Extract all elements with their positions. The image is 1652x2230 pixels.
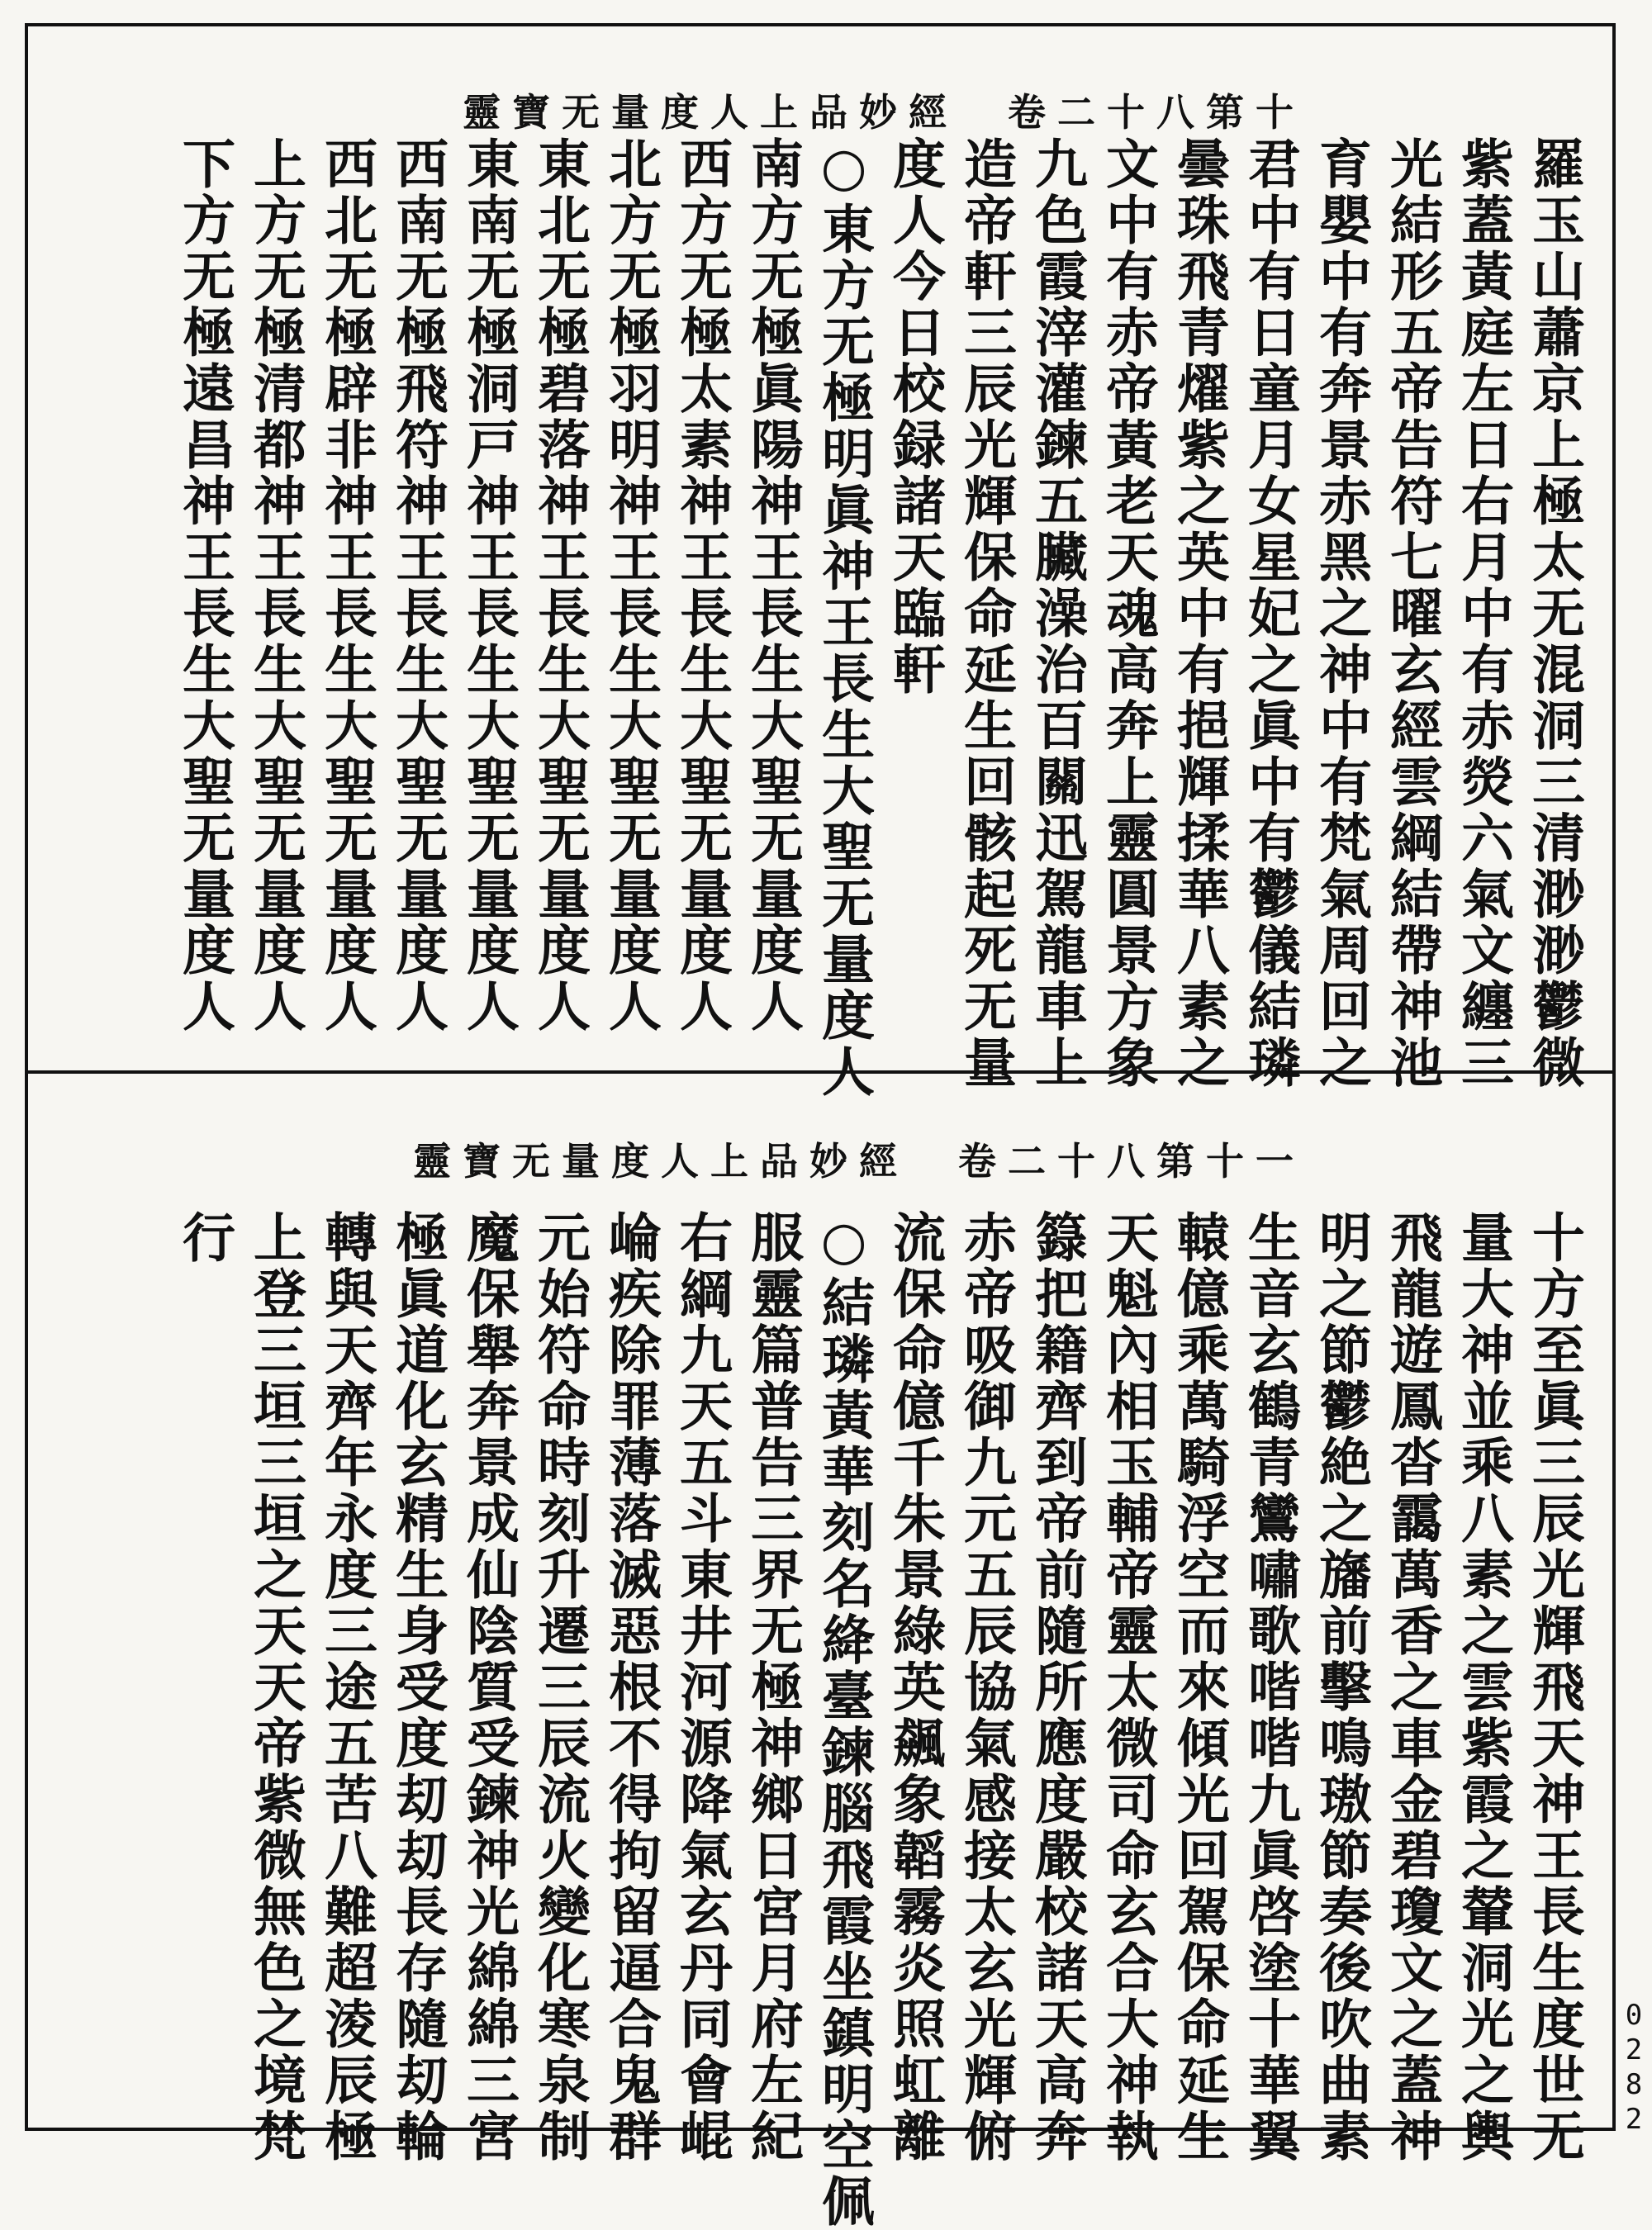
bottom-page-column: ○結璘黃華刻名絳臺鍊腦飛霞坐鎮明空佩: [813, 1210, 875, 2230]
bottom-page-column: 量大神並乘八素之雲紫霞之輦洞光之輿: [1452, 1210, 1514, 2165]
top-page-column: 文中有赤帝黃老天魂高奔上靈圓景方象: [1097, 136, 1159, 1091]
top-page-header: 靈寶无量度人上品妙經 卷二十八第十: [463, 90, 1305, 135]
bottom-page-text: [172, 1210, 1586, 2230]
bottom-page-column: 魔保舉奔景成仙陰質受鍊神光綿綿三宮: [458, 1210, 520, 2165]
top-page-column: 紫蓋黃庭左日右月中有赤熒六氣文纏三: [1452, 136, 1514, 1091]
top-page-column: 西北无極辟非神王長生大聖无量度人: [316, 136, 377, 1035]
bottom-page-column: 右綱九天五斗東井河源降氣玄丹同會崐: [671, 1210, 733, 2165]
top-page-column: 西南无極飛符神王長生大聖无量度人: [387, 136, 449, 1035]
top-page-column: 光結形五帝告符七曜玄經雲綱結帶神池: [1381, 136, 1443, 1091]
bottom-page-column: 轉與天齊年永度三途五苦八難超淩辰極: [316, 1210, 377, 2165]
bottom-page-column: 上登三垣三垣之天天帝紫微無色之境梵: [244, 1210, 306, 2165]
top-page-column: 育嬰中有奔景赤黑之神中有梵氣周回之: [1310, 136, 1372, 1091]
bottom-page-column: 流保命億千朱景綠英飆象韜霧炎照虹離: [884, 1210, 946, 2165]
bottom-page-column: 生音玄鶴青鸞嘯歌喈喈九眞啓塗十華翼: [1239, 1210, 1301, 2165]
top-page-column: ○東方无極明眞神王長生大聖无量度人: [813, 136, 875, 1100]
bottom-page-column: 崘疾除罪薄落滅惡根不得拘留逼合鬼群: [600, 1210, 662, 2165]
bottom-page-column: 服靈篇普告三界无極神鄉日宮月府左紀: [742, 1210, 804, 2165]
top-page-column: 下方无極遠昌神王長生大聖无量度人: [173, 136, 235, 1035]
top-page-column: 西方无極太素神王長生大聖无量度人: [671, 136, 733, 1035]
top-page-column: 南方无極眞陽神王長生大聖无量度人: [742, 136, 804, 1035]
top-page-column: 君中有日童月女星妃之眞中有鬱儀結璘: [1239, 136, 1301, 1091]
top-page-column: 東南无極洞戸神王長生大聖无量度人: [458, 136, 520, 1035]
top-page-column: 上方无極清都神王長生大聖无量度人: [244, 136, 306, 1035]
top-page-column: 曇珠飛青燿紫之英中有挹輝揉華八素之: [1168, 136, 1230, 1091]
bottom-page-column: 行: [173, 1210, 235, 1266]
top-page-text: [172, 136, 1586, 1100]
page-number: 0282: [1617, 1999, 1650, 2137]
top-page-column: 北方无極羽明神王長生大聖无量度人: [600, 136, 662, 1035]
top-page-column: 羅玉山蕭京上極太无混洞三清渺渺鬱微: [1523, 136, 1585, 1091]
bottom-page-header: 靈寶无量度人上品妙經 卷二十八第十一: [413, 1139, 1305, 1184]
top-page-column: 度人今日校録諸天臨軒: [884, 136, 946, 698]
bottom-page-column: 籙把籍齊到帝前隨所應度嚴校諸天高奔: [1026, 1210, 1088, 2165]
bottom-page-column: 轅億乘萬騎浮空而來傾光回駕保命延生: [1168, 1210, 1230, 2165]
top-page-column: 東北无極碧落神王長生大聖无量度人: [529, 136, 591, 1035]
top-page-column: 九色霞滓灌鍊五臟澡治百關迅駕龍車上: [1026, 136, 1088, 1091]
bottom-page-column: 元始符命時刻升遷三辰流火變化寒泉制: [529, 1210, 591, 2165]
bottom-page-column: 天魁內相玉輔帝靈太微司命玄合大神執: [1097, 1210, 1159, 2165]
bottom-page-column: 十方至眞三辰光輝飛天神王長生度世无: [1523, 1210, 1585, 2165]
bottom-page-column: 飛龍遊鳳沓靄萬香之車金碧瓊文之蓋神: [1381, 1210, 1443, 2165]
top-page-column: 造帝軒三辰光輝保命延生回骸起死无量: [955, 136, 1017, 1091]
bottom-page-column: 赤帝吸御九元五辰協氣感接太玄光輝俯: [955, 1210, 1017, 2165]
bottom-page-column: 明之節鬱絶之旛前擊鳴璈節奏後吹曲素: [1310, 1210, 1372, 2165]
bottom-page-column: 極眞道化玄精生身受度刧刧長存隨刧輪: [387, 1210, 449, 2165]
